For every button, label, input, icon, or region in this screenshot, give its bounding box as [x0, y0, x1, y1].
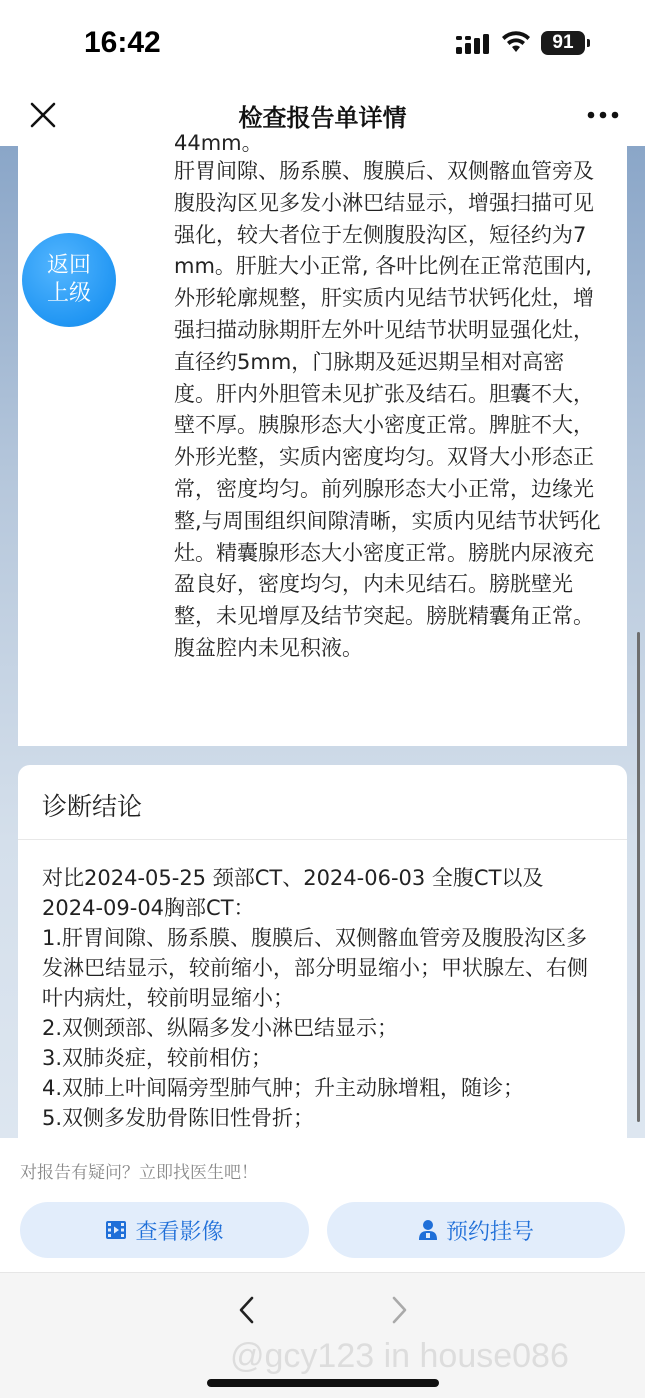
cellular-signal-icon: [456, 34, 492, 54]
findings-cut-line: 44mm。: [174, 131, 263, 155]
view-images-button[interactable]: [20, 1202, 309, 1258]
home-indicator[interactable]: [207, 1379, 439, 1387]
watermark: @gcy123 in house086: [230, 1337, 569, 1375]
conclusion-card: [18, 765, 627, 1165]
scrollbar[interactable]: [637, 632, 640, 1122]
conclusion-line: 2.双侧颈部、纵隔多发小淋巴结显示；: [42, 1016, 399, 1040]
doctor-hint-text: 对报告有疑问？立即找医生吧！: [20, 1163, 258, 1183]
browser-toolbar: [0, 1272, 645, 1398]
status-bar: [0, 0, 645, 90]
more-options-icon[interactable]: [586, 110, 620, 120]
findings-text: 肝胃间隙、肠系膜、腹膜后、双侧髂血管旁及腹股沟区见多发小淋巴结显示，增强扫描可见强化，较大者位于左侧腹股沟区，短径约为7mm。肝脏大小正常, 各叶比例在正常范围内, 外形轮廓规整，肝实质内见结节状钙化灶，增强扫描动脉期肝左外叶见结节状明显强化灶，直径约5mm，门脉期及延迟期呈相对高密度。肝内外胆管未见扩张及结石。胆囊不大，壁不厚。胰腺形态大小密度正常。脾脏不大，外形光整，实质内密度均匀。双肾大小形态正常，密度均匀。前列腺形态大小正常，边缘光整,与周围组织间隙清晰，实质内见结节状钙化灶。精囊腺形态大小密度正常。膀胱内尿液充盈良好，密度均匀，内未见结石。膀胱壁光整，未见增厚及结节突起。膀胱精囊角正常。腹盆腔内未见积液。: [174, 159, 601, 660]
conclusion-line: 4.双肺上叶间隔旁型肺气肿；升主动脉增粗，随诊；: [42, 1076, 525, 1100]
doctor-icon: [418, 1219, 438, 1241]
conclusion-line: 5.双侧多发肋骨陈旧性骨折；: [42, 1106, 315, 1130]
film-icon: [105, 1220, 127, 1240]
conclusion-title: 诊断结论: [42, 792, 143, 821]
chevron-left-icon[interactable]: [236, 1295, 258, 1325]
report-content[interactable]: [0, 131, 645, 1138]
back-to-parent-button[interactable]: [22, 233, 116, 327]
view-images-label: 查看影像: [135, 1219, 224, 1245]
conclusion-line: 1.肝胃间隙、肠系膜、腹膜后、双侧髂血管旁及腹股沟区多发淋巴结显示，较前缩小，部分明显缩小；甲状腺左、右侧叶内病灶，较前明显缩小；: [42, 926, 588, 1010]
conclusion-line: 3.双肺炎症，较前相仿；: [42, 1046, 273, 1070]
conclusion-line: 对比2024-05-25 颈部CT、2024-06-03 全腹CT以及2024-09-04胸部CT：: [42, 866, 544, 920]
bottom-action-bar: [0, 1138, 645, 1272]
appointment-button[interactable]: [327, 1202, 625, 1258]
back-button-label-1: 返回: [46, 253, 91, 278]
findings-card: [18, 131, 627, 746]
status-time: 16:42: [84, 26, 161, 59]
divider: [18, 839, 627, 840]
chevron-right-icon[interactable]: [388, 1295, 410, 1325]
battery-indicator: 91: [541, 31, 585, 55]
back-button-label-2: 上级: [46, 281, 91, 306]
appointment-label: 预约挂号: [445, 1219, 534, 1245]
conclusion-text: [42, 863, 602, 1133]
page-title: 检查报告单详情: [238, 104, 407, 132]
wifi-icon: [501, 30, 531, 54]
